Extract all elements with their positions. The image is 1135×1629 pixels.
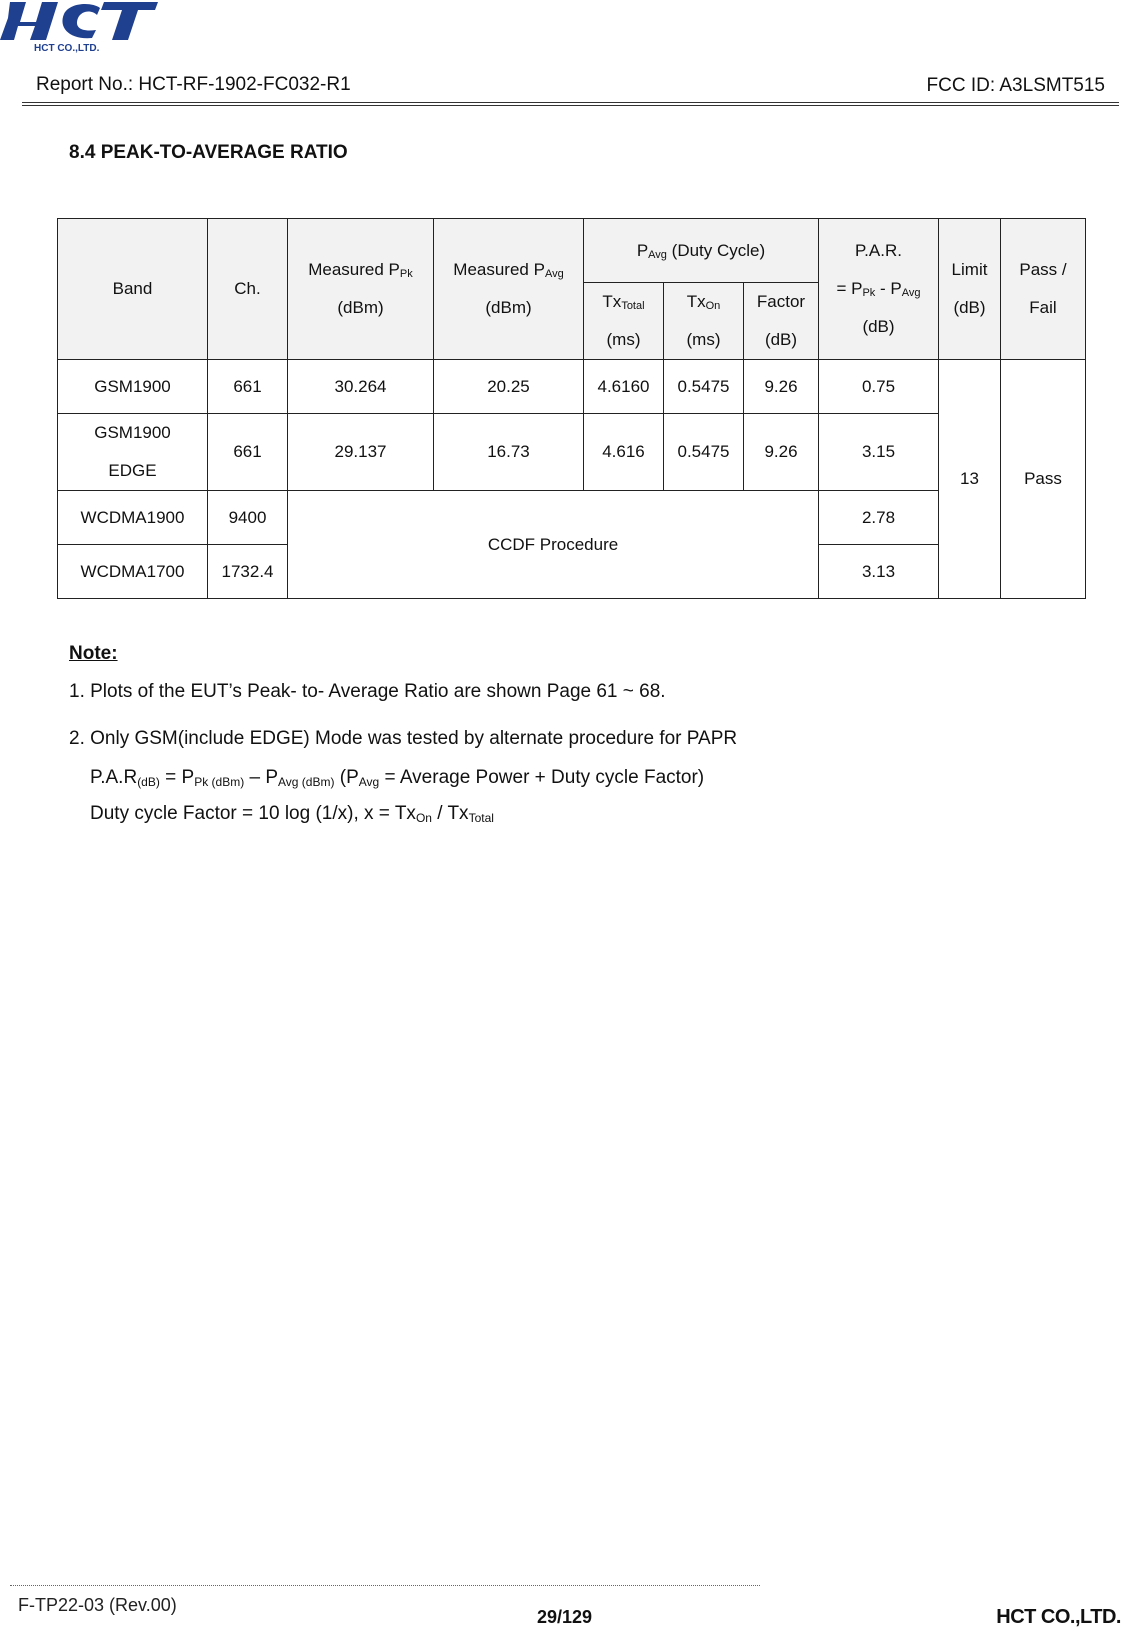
logo-text: HCT CO.,LTD. [34, 43, 100, 54]
cell-channel: 1732.4 [208, 545, 288, 599]
footer-company-logo: HCT CO.,LTD. [996, 1606, 1121, 1628]
cell-average: 16.73 [434, 414, 584, 491]
cell-channel: 661 [208, 360, 288, 414]
cell-tx-total: 4.616 [584, 414, 664, 491]
header-limit: Limit (dB) [939, 219, 1001, 360]
page-number: 29/129 [537, 1607, 593, 1627]
cell-channel: 9400 [208, 491, 288, 545]
header-pavg-duty-cycle: $P_{Avg}$ (Duty Cycle) [584, 219, 819, 283]
header-tx-on: $Tx_{On}$ (ms) [664, 283, 744, 360]
footer-divider [10, 1585, 760, 1586]
table-row [58, 491, 1086, 545]
duty-cycle-formula: Duty cycle Factor = 10 log (1/x), $x = Tx_{On} / Tx_{Total}$ [90, 803, 494, 825]
cell-band: GSM1900 EDGE [58, 414, 208, 491]
header-pass-fail: Pass / Fail [1001, 219, 1086, 360]
header-band: Band [58, 219, 208, 360]
cell-ccdf-procedure: CCDF Procedure [288, 491, 819, 599]
header-measured-average: Measured $P_{Avg}$ (dBm) [434, 219, 584, 360]
form-number: F-TP22-03 (Rev.00) [18, 1595, 177, 1615]
hct-logo [0, 0, 160, 56]
cell-peak: 30.264 [288, 360, 434, 414]
cell-result: Pass [1001, 360, 1086, 599]
table-row [58, 414, 1086, 491]
cell-par: 3.13 [819, 545, 939, 599]
cell-band: GSM1900 [58, 360, 208, 414]
note-item-1: 1. Plots of the EUT’s Peak- to- Average Ratio are shown Page 61 ~ 68. [69, 681, 666, 702]
header-tx-total: $Tx_{Total}$ (ms) [584, 283, 664, 360]
cell-band: WCDMA1900 [58, 491, 208, 545]
cell-channel: 661 [208, 414, 288, 491]
cell-tx-on: 0.5475 [664, 414, 744, 491]
fcc-id: FCC ID: A3LSMT515 [926, 75, 1105, 96]
cell-average: 20.25 [434, 360, 584, 414]
table-row [58, 360, 1086, 414]
cell-par: 2.78 [819, 491, 939, 545]
par-results-table [57, 218, 1086, 599]
header-par: P.A.R. = $P_{Pk} - P_{Avg}$ (dB) [819, 219, 939, 360]
note-item-2: 2. Only GSM(include EDGE) Mode was tested by alternate procedure for PAPR [69, 728, 738, 749]
cell-factor: 9.26 [744, 360, 819, 414]
header-factor: Factor (dB) [744, 283, 819, 360]
par-formula: $P.A.R_{(dB)} = P_{Pk (dBm)} - P_{Avg (dBm)}$ ($P_{Avg}$ = Average Power + Duty cycle Factor) [90, 767, 705, 789]
cell-tx-total: 4.6160 [584, 360, 664, 414]
cell-limit: 13 [939, 360, 1001, 599]
report-number: Report No.: HCT-RF-1902-FC032-R1 [36, 74, 351, 95]
header-channel: Ch. [208, 219, 288, 360]
header-divider-double [22, 105, 1119, 106]
note-title: Note: [69, 643, 118, 664]
cell-par: 3.15 [819, 414, 939, 491]
header-divider [22, 102, 1119, 103]
header-measured-peak: Measured $P_{Pk}$ (dBm) [288, 219, 434, 360]
cell-tx-on: 0.5475 [664, 360, 744, 414]
section-title: 8.4 PEAK-TO-AVERAGE RATIO [69, 142, 348, 163]
cell-band: WCDMA1700 [58, 545, 208, 599]
cell-par: 0.75 [819, 360, 939, 414]
cell-peak: 29.137 [288, 414, 434, 491]
cell-factor: 9.26 [744, 414, 819, 491]
